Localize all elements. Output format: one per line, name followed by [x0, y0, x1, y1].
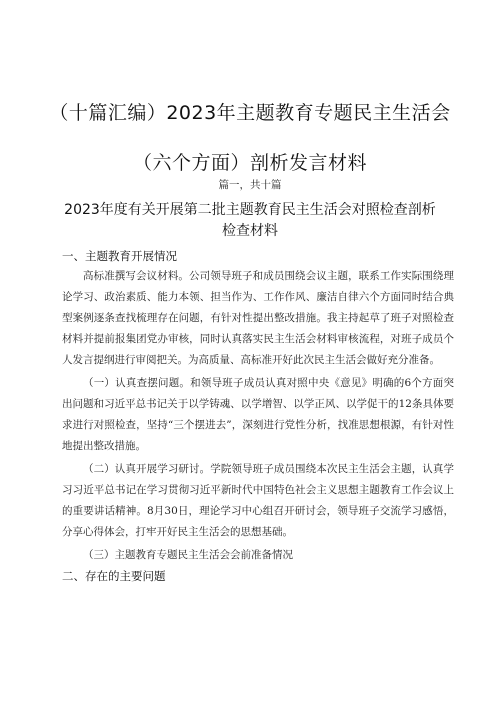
paragraph-preparation: （三）主题教育专题民主生活会会前准备情况 — [83, 549, 293, 561]
heading-main-problems: 二、存在的主要问题 — [62, 569, 166, 583]
document-title: （十篇汇编）2023年主题教育专题民主生活会（六个方面）剖析发言材料 — [49, 102, 451, 174]
paragraph-check-problems: （一）认真查摆问题。和领导班子成员认真对照中央《意见》明确的6个方面突出问题和习近平总书记关于以学铸魂、以学增智、以学正风、以学促干的12条具体要求进行对照检查，坚持“三个摆进去”，深刻进行党性分析，找准思想根源，有针对性地提出整改措施。 — [62, 377, 454, 452]
section-tag: 篇一，共十篇 — [218, 179, 282, 191]
paragraph-study-discussion: （二）认真开展学习研讨。学院领导班子成员围绕本次民主生活会主题，认真学习习近平总书记在学习贯彻习近平新时代中国特色社会主义思想主题教育工作会议上的重要讲话精神。8月30日，理论学习中心组召开研讨会，领导班子交流学习感悟，分享心得体会，打牢开好民主生活会的思想基础。 — [62, 463, 454, 538]
document-body — [62, 246, 454, 586]
heading-main-situation: 一、主题教育开展情况 — [62, 249, 177, 263]
paragraph-meeting-materials: 高标准撰写会议材料。公司领导班子和成员围绕会议主题，联系工作实际围绕理论学习、政治素质、能力本领、担当作为、工作作风、廉洁自律六个方面同时结合典型案例逐条查找梳理存在问题，有针对性提出整改措施。我主持起草了班子对照检查材料并提前报集团党办审核，同时认真落实民主生活会材料审核流程，对班子成员个人发言提纲进行审阅把关。为高质量、高标准开好此次民主生活会做好充分准备。 — [62, 270, 454, 366]
document-subtitle: 2023年度有关开展第二批主题教育民主生活会对照检查剖析检查材料 — [64, 202, 436, 239]
